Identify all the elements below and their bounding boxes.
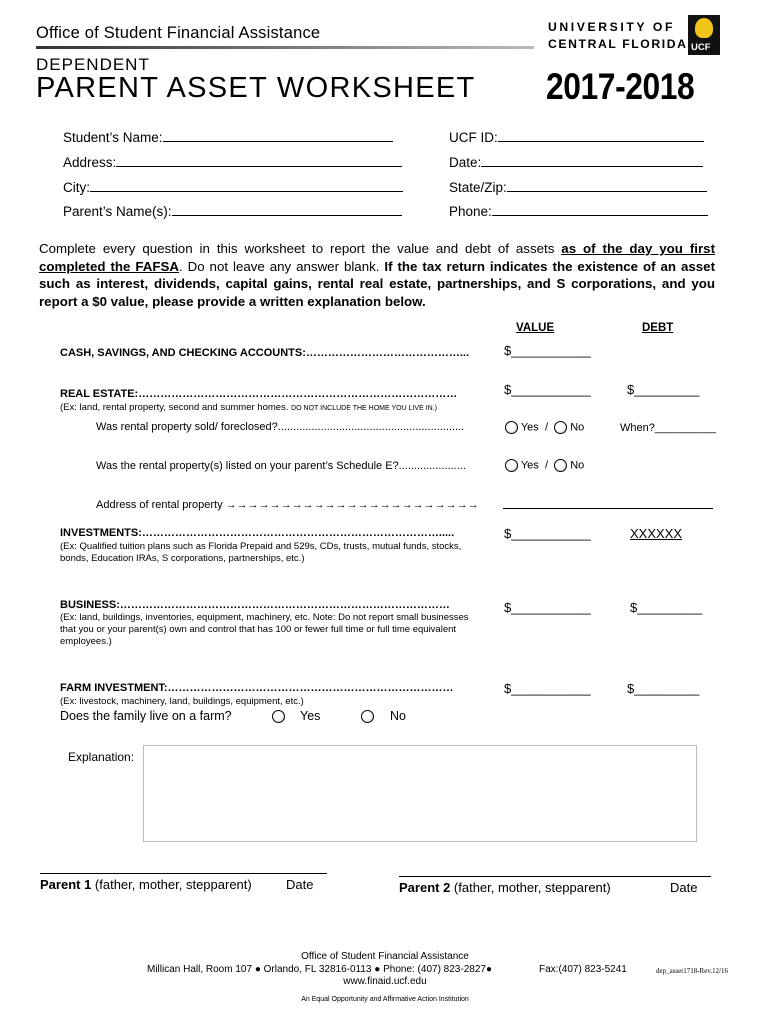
farm-question: Does the family live on a farm?: [60, 709, 232, 723]
real-estate-debt-field[interactable]: $_________: [627, 382, 700, 397]
cash-value-field[interactable]: $___________: [504, 343, 591, 358]
rental-sold-when-field[interactable]: When?__________: [620, 422, 717, 434]
form-code: dep_asset1718-Rev.12/16: [656, 967, 729, 975]
farm-no-label: No: [390, 709, 406, 723]
rental-sold-yes-label: Yes: [520, 421, 539, 434]
ucf-id-field[interactable]: [449, 128, 704, 145]
business-note: (Ex: land, buildings, inventories, equipment, machinery, etc. Note: Do not report small businesses that you or your parent(s) own and control that has 100 or fewer full time or full time equivalent employees.): [60, 612, 469, 647]
city-label: City:: [63, 180, 90, 195]
ucf-id-line[interactable]: [498, 128, 704, 142]
parent1-label: [40, 877, 252, 892]
office-name: Office of Student Financial Assistance: [36, 24, 321, 42]
ucf-id-label: UCF ID:: [449, 130, 498, 145]
footer-website[interactable]: www.finaid.ucf.edu: [343, 976, 427, 987]
real-estate-value-field[interactable]: $___________: [504, 382, 591, 397]
intro-part3: . Do not leave any answer blank.: [178, 258, 385, 274]
date-field[interactable]: [449, 153, 703, 170]
business-value-field[interactable]: $___________: [504, 600, 591, 615]
rental-schedule-yes-label: Yes: [520, 459, 539, 472]
explanation-textbox[interactable]: [143, 745, 697, 842]
business-debt-field[interactable]: $_________: [630, 600, 703, 615]
phone-field[interactable]: [449, 202, 708, 219]
student-name-field[interactable]: [63, 128, 393, 145]
farm-yes-radio[interactable]: [272, 710, 285, 723]
pegasus-icon: [695, 18, 713, 38]
state-zip-field[interactable]: [449, 178, 707, 195]
rental-schedule-no-radio[interactable]: [554, 459, 567, 472]
city-line[interactable]: [90, 178, 403, 192]
farm-note: (Ex: livestock, machinery, land, buildings, equipment, etc.): [60, 696, 304, 707]
city-field[interactable]: [63, 178, 403, 195]
rental-schedule-options: [505, 459, 584, 472]
address-label: Address:: [63, 155, 117, 170]
student-name-line[interactable]: [163, 128, 393, 142]
farm-no-radio[interactable]: [361, 710, 374, 723]
investments-value-field[interactable]: $___________: [504, 526, 591, 541]
rental-address-line[interactable]: [503, 508, 713, 509]
rental-sold-yes-radio[interactable]: [505, 421, 518, 434]
parent1-signature-line[interactable]: [40, 873, 327, 874]
value-column-header: VALUE: [516, 322, 555, 334]
footer-office: Office of Student Financial Assistance: [301, 951, 469, 962]
parent-names-field[interactable]: [63, 202, 402, 219]
instructions: [39, 240, 715, 310]
farm-debt-field[interactable]: $_________: [627, 681, 700, 696]
dependent-label: DEPENDENT: [36, 55, 150, 74]
parent2-label: [399, 880, 611, 895]
footer-address: Millican Hall, Room 107 ● Orlando, FL 32816-0113 ● Phone: (407) 823-2827●: [147, 964, 492, 975]
footer-equal-opportunity: An Equal Opportunity and Affirmative Action Institution: [301, 996, 469, 1003]
investments-label: INVESTMENTS:……………………………………………………………………….....: [60, 527, 455, 539]
university-line1: UNIVERSITY OF: [548, 20, 676, 34]
address-field[interactable]: [63, 153, 402, 170]
state-zip-label: State/Zip:: [449, 180, 507, 195]
real-estate-note: [60, 402, 437, 415]
real-estate-note-small: DO NOT INCLUDE THE HOME YOU LIVE IN.): [291, 405, 437, 412]
investments-note: (Ex: Qualified tuition plans such as Florida Prepaid and 529s, CDs, trusts, mutual funds, stocks, bonds, Education IRAs, S corporations, partnerships, etc.): [60, 541, 462, 564]
farm-yes-label: Yes: [300, 709, 321, 723]
real-estate-label: REAL ESTATE:……………………………………………………………………………: [60, 388, 458, 400]
parent-names-label: Parent’s Name(s):: [63, 204, 172, 219]
rental-schedule-no-label: No: [570, 459, 585, 472]
rental-sold-options: [505, 421, 584, 434]
parent2-date-label: Date: [670, 880, 698, 895]
date-label: Date:: [449, 155, 482, 170]
phone-label: Phone:: [449, 204, 492, 219]
parent2-rest: (father, mother, stepparent): [450, 880, 611, 895]
parent-names-line[interactable]: [172, 202, 402, 216]
slash: /: [544, 459, 548, 472]
phone-line[interactable]: [492, 202, 708, 216]
cash-label: CASH, SAVINGS, AND CHECKING ACCOUNTS:……………………………………...: [60, 347, 470, 359]
rental-address-label: Address of rental property →→→→→→→→→→→→→→→→→→→→→→→: [96, 499, 479, 511]
footer-fax: Fax:(407) 823-5241: [539, 964, 627, 975]
farm-label: FARM INVESTMENT:……………………………………………………………………: [60, 682, 454, 694]
rental-sold-no-radio[interactable]: [554, 421, 567, 434]
intro-part1: Complete every question in this worksheet to report the value and debt of assets: [39, 241, 562, 256]
business-label: BUSINESS:………………………………………………………………………………: [60, 599, 450, 611]
investments-debt-na: XXXXXX: [630, 526, 683, 541]
parent2-bold: Parent 2: [399, 880, 451, 895]
rental-schedule-question: Was the rental property(s) listed on your parent’s Schedule E?......................: [96, 460, 466, 472]
real-estate-note-text: (Ex: land, rental property, second and summer homes.: [60, 402, 289, 413]
parent1-date-label: Date: [286, 877, 314, 892]
parent1-bold: Parent 1: [40, 877, 92, 892]
page-title: PARENT ASSET WORKSHEET: [36, 72, 476, 104]
header-rule: [36, 46, 534, 49]
rental-sold-no-label: No: [570, 421, 585, 434]
rental-sold-question: Was rental property sold/ foreclosed?.............................................................: [96, 421, 465, 433]
intro-part2: as of the day you first completed the FAFSA: [39, 241, 715, 274]
farm-value-field[interactable]: $___________: [504, 681, 591, 696]
student-name-label: Student’s Name:: [63, 130, 163, 145]
logo-text: UCF: [691, 42, 711, 53]
year-label: 2017-2018: [546, 66, 695, 107]
ucf-logo: [688, 15, 720, 55]
parent1-rest: (father, mother, stepparent): [91, 877, 252, 892]
date-line[interactable]: [481, 153, 703, 167]
intro-part4: If the tax return indicates the existence of an asset such as interest, dividends, capital gains, rental real estate, partnerships, and S corporations, and you report a $0 value, please provide a written explanation below.: [39, 258, 715, 309]
university-line2: CENTRAL FLORIDA: [548, 37, 688, 51]
address-line[interactable]: [116, 153, 402, 167]
rental-schedule-yes-radio[interactable]: [505, 459, 518, 472]
state-zip-line[interactable]: [507, 178, 707, 192]
parent2-signature-line[interactable]: [399, 876, 711, 877]
explanation-label: Explanation:: [68, 750, 135, 764]
debt-column-header: DEBT: [642, 322, 674, 334]
slash: /: [544, 421, 548, 434]
